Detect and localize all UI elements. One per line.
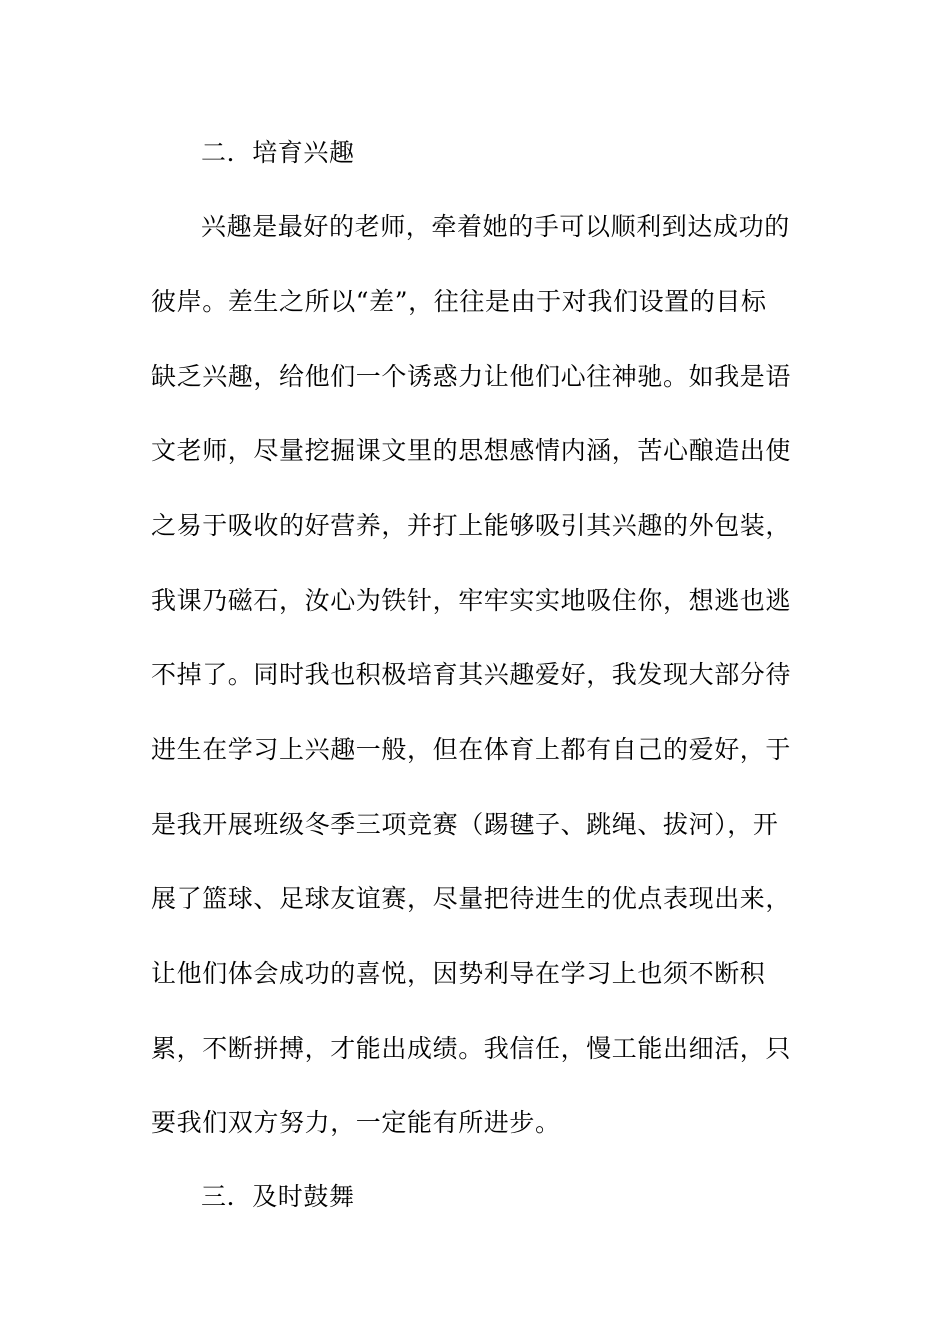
paragraph-line: 累，不断拼搏，才能出成绩。我信任，慢工能出细活，只 (151, 1034, 792, 1063)
paragraph-line: 不掉了。同时我也积极培育其兴趣爱好，我发现大部分待 (151, 660, 792, 689)
section-heading: 三．及时鼓舞 (201, 1182, 355, 1211)
paragraph-line: 兴趣是最好的老师，牵着她的手可以顺利到达成功的 (201, 212, 790, 241)
paragraph-line: 我课乃磁石，汝心为铁针，牢牢实实地吸住你，想逃也逃 (151, 586, 792, 615)
paragraph-line: 进生在学习上兴趣一般，但在体育上都有自己的爱好，于 (151, 735, 792, 764)
paragraph-line: 之易于吸收的好营养，并打上能够吸引其兴趣的外包装， (151, 511, 792, 540)
paragraph-line: 要我们双方努力，一定能有所进步。 (151, 1108, 561, 1137)
paragraph-line: 彼岸。差生之所以“差”，往往是由于对我们设置的目标 (151, 287, 767, 316)
paragraph-line: 文老师，尽量挖掘课文里的思想感情内涵，苦心酿造出使 (151, 436, 792, 465)
paragraph-line: 是我开展班级冬季三项竞赛（踢毽子、跳绳、拔河），开 (151, 810, 779, 839)
paragraph-line: 缺乏兴趣，给他们一个诱惑力让他们心往神驰。如我是语 (151, 362, 792, 391)
paragraph-line: 展了篮球、足球友谊赛，尽量把待进生的优点表现出来， (151, 884, 792, 913)
section-heading: 二．培育兴趣 (201, 138, 355, 167)
paragraph-line: 让他们体会成功的喜悦，因势利导在学习上也须不断积 (151, 959, 766, 988)
